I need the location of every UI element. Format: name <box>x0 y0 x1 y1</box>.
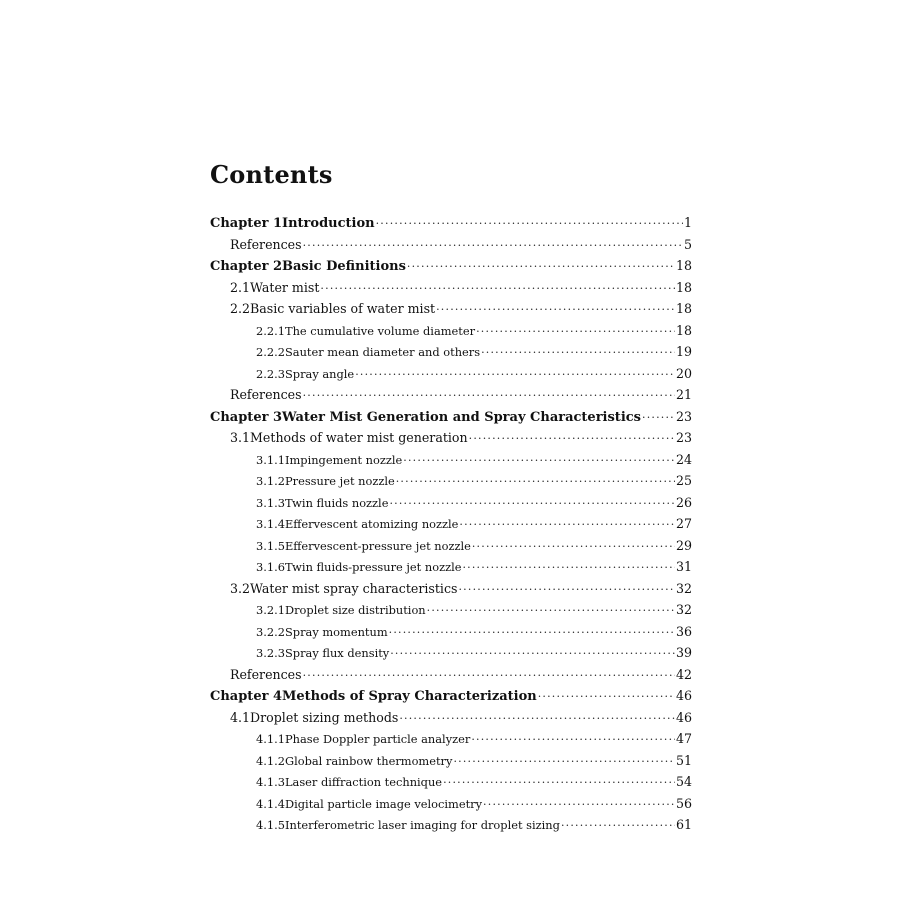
toc-entry-subsection[interactable] <box>210 750 692 772</box>
dot-leader <box>453 751 675 773</box>
toc-entry-subsection[interactable] <box>210 728 692 750</box>
dot-leader <box>355 364 675 386</box>
toc-entry-number: 2.1 <box>230 279 251 295</box>
dot-leader <box>407 256 675 278</box>
dot-leader <box>427 600 675 622</box>
toc-entry-title: Sauter mean diameter and others <box>284 345 481 359</box>
toc-entry-number: 3.2 <box>230 580 251 596</box>
toc-entry-title: The cumulative volume diameter <box>284 323 476 338</box>
toc-entry-title: Water mist <box>250 279 320 295</box>
toc-entry-number: 2.2.1 <box>256 323 285 338</box>
dot-leader <box>403 450 675 472</box>
toc-entry-page-number: 51 <box>675 752 692 768</box>
toc-entry-subsection[interactable] <box>210 771 692 793</box>
toc-entry-number: 4.1.2 <box>256 753 285 768</box>
toc-entry-page-number: 23 <box>675 408 692 424</box>
toc-entry-title: Pressure jet nozzle <box>284 474 395 488</box>
toc-entry-number: 4.1.5 <box>256 818 285 832</box>
toc-entry-title: Twin fluids-pressure jet nozzle <box>284 560 462 574</box>
dot-leader <box>389 622 675 644</box>
dot-leader <box>472 536 675 558</box>
toc-entry-page-number: 18 <box>675 322 692 338</box>
toc-entry-page-number: 5 <box>683 236 692 252</box>
toc-entry-number: 2.2.2 <box>256 345 285 359</box>
toc-entry-subsection[interactable] <box>210 341 692 363</box>
toc-entry-title: Digital particle image velocimetry <box>284 796 483 811</box>
toc-entry-number: 3.2.1 <box>256 603 285 617</box>
toc-entry-page-number: 18 <box>675 279 692 295</box>
toc-entry-page-number: 46 <box>675 709 692 725</box>
toc-entry-section[interactable] <box>210 277 692 299</box>
toc-entry-chapter[interactable] <box>210 685 692 707</box>
toc-entry-section[interactable] <box>210 234 692 256</box>
toc-entry-page-number: 26 <box>675 494 692 510</box>
toc-entry-number: 3.1.3 <box>256 495 285 510</box>
toc-entry-section[interactable] <box>210 664 692 686</box>
table-of-contents <box>210 212 692 836</box>
toc-entry-number: 4.1.1 <box>256 732 285 746</box>
toc-entry-subsection[interactable] <box>210 363 692 385</box>
dot-leader <box>443 772 675 794</box>
toc-entry-page-number: 32 <box>675 602 692 617</box>
toc-entry-page-number: 32 <box>675 580 692 596</box>
dot-leader <box>389 493 675 515</box>
toc-entry-page-number: 19 <box>675 344 692 359</box>
toc-entry-number: 3.1.5 <box>256 538 285 553</box>
toc-entry-number: 3.1.2 <box>256 474 285 488</box>
toc-entry-number: 3.1.4 <box>256 517 285 531</box>
toc-entry-number: Chapter 4 <box>210 689 283 704</box>
toc-entry-number: 2.2 <box>230 301 251 316</box>
toc-entry-number: 3.1.6 <box>256 560 285 574</box>
toc-entry-subsection[interactable] <box>210 599 692 621</box>
toc-entry-title: Droplet size distribution <box>284 603 426 617</box>
toc-entry-number: 3.1.1 <box>256 452 285 467</box>
toc-entry-page-number: 27 <box>675 516 692 531</box>
toc-entry-section[interactable] <box>210 707 692 729</box>
toc-entry-subsection[interactable] <box>210 535 692 557</box>
dot-leader <box>642 407 675 429</box>
toc-entry-subsection[interactable] <box>210 492 692 514</box>
toc-entry-page-number: 1 <box>683 215 692 230</box>
toc-entry-page-number: 54 <box>675 774 692 789</box>
dot-leader <box>303 385 675 407</box>
dot-leader <box>320 278 675 300</box>
toc-entry-subsection[interactable] <box>210 814 692 836</box>
dot-leader <box>376 213 683 235</box>
toc-entry-title: Twin fluids nozzle <box>284 495 389 510</box>
toc-entry-subsection[interactable] <box>210 793 692 815</box>
dot-leader <box>399 708 675 730</box>
toc-entry-title: Introduction <box>282 216 375 231</box>
dot-leader <box>561 815 675 837</box>
toc-entry-page-number: 20 <box>675 365 692 381</box>
toc-entry-title: References <box>230 236 302 252</box>
toc-entry-section[interactable] <box>210 427 692 449</box>
dot-leader <box>483 794 675 816</box>
toc-entry-subsection[interactable] <box>210 470 692 492</box>
toc-entry-title: Spray angle <box>284 366 355 381</box>
toc-entry-number: Chapter 2 <box>210 259 283 274</box>
dot-leader <box>390 643 675 665</box>
toc-entry-title: Water mist spray characteristics <box>250 580 458 596</box>
toc-entry-number: Chapter 3 <box>210 409 283 425</box>
toc-entry-title: Global rainbow thermometry <box>284 753 453 768</box>
toc-entry-subsection[interactable] <box>210 513 692 535</box>
toc-entry-number: 4.1.3 <box>256 775 285 789</box>
toc-entry-section[interactable] <box>210 298 692 320</box>
toc-entry-title: Spray flux density <box>284 646 390 660</box>
toc-entry-title: References <box>230 666 302 682</box>
toc-entry-chapter[interactable] <box>210 406 692 428</box>
toc-entry-number: 4.1 <box>230 709 251 725</box>
toc-entry-title: Basic variables of water mist <box>250 301 436 316</box>
toc-entry-page-number: 25 <box>675 473 692 488</box>
toc-entry-number: Chapter 1 <box>210 216 283 231</box>
toc-entry-title: Water Mist Generation and Spray Characteristics <box>282 409 641 425</box>
toc-entry-title: Effervescent atomizing nozzle <box>284 517 459 531</box>
toc-entry-title: Interferometric laser imaging for droplet sizing <box>284 818 560 832</box>
toc-entry-subsection[interactable] <box>210 642 692 664</box>
dot-leader <box>459 514 675 536</box>
toc-entry-page-number: 31 <box>675 559 692 574</box>
dot-leader <box>469 428 675 450</box>
toc-entry-chapter[interactable] <box>210 255 692 277</box>
toc-entry-chapter[interactable] <box>210 212 692 234</box>
toc-entry-title: References <box>230 387 302 402</box>
page-title: Contents <box>210 160 333 189</box>
toc-entry-page-number: 47 <box>675 731 692 746</box>
toc-entry-title: Droplet sizing methods <box>250 709 399 725</box>
toc-entry-title: Basic Definitions <box>282 259 406 274</box>
toc-entry-title: Spray momentum <box>284 624 388 639</box>
toc-entry-number: 4.1.4 <box>256 796 285 811</box>
toc-entry-section[interactable] <box>210 384 692 406</box>
dot-leader <box>436 299 675 321</box>
toc-entry-page-number: 61 <box>675 817 692 832</box>
toc-entry-page-number: 23 <box>675 430 692 445</box>
toc-entry-title: Effervescent-pressure jet nozzle <box>284 538 471 553</box>
toc-entry-number: 3.2.2 <box>256 624 285 639</box>
dot-leader <box>396 471 675 493</box>
dot-leader <box>481 342 675 364</box>
toc-entry-subsection[interactable] <box>210 320 692 342</box>
toc-entry-page-number: 39 <box>675 645 692 660</box>
toc-entry-number: 2.2.3 <box>256 366 285 381</box>
toc-entry-page-number: 18 <box>675 258 692 273</box>
toc-entry-subsection[interactable] <box>210 556 692 578</box>
toc-entry-title: Phase Doppler particle analyzer <box>284 732 471 746</box>
toc-entry-title: Methods of Spray Characterization <box>282 689 537 704</box>
dot-leader <box>476 321 675 343</box>
toc-entry-page-number: 21 <box>675 387 692 402</box>
dot-leader <box>303 665 675 687</box>
dot-leader <box>458 579 674 601</box>
toc-entry-page-number: 18 <box>675 301 692 316</box>
toc-entry-page-number: 42 <box>675 666 692 682</box>
toc-entry-page-number: 46 <box>675 688 692 703</box>
dot-leader <box>462 557 675 579</box>
toc-entry-page-number: 36 <box>675 623 692 639</box>
toc-entry-number: 3.1 <box>230 430 251 445</box>
toc-entry-number: 3.2.3 <box>256 646 285 660</box>
dot-leader <box>538 686 675 708</box>
toc-entry-subsection[interactable] <box>210 621 692 643</box>
toc-entry-page-number: 24 <box>675 451 692 467</box>
toc-entry-section[interactable] <box>210 578 692 600</box>
toc-entry-title: Impingement nozzle <box>284 452 403 467</box>
dot-leader <box>471 729 675 751</box>
toc-entry-page-number: 29 <box>675 537 692 553</box>
toc-entry-title: Laser diffraction technique <box>284 775 443 789</box>
dot-leader <box>303 235 683 257</box>
toc-entry-subsection[interactable] <box>210 449 692 471</box>
toc-entry-title: Methods of water mist generation <box>250 430 468 445</box>
toc-entry-page-number: 56 <box>675 795 692 811</box>
